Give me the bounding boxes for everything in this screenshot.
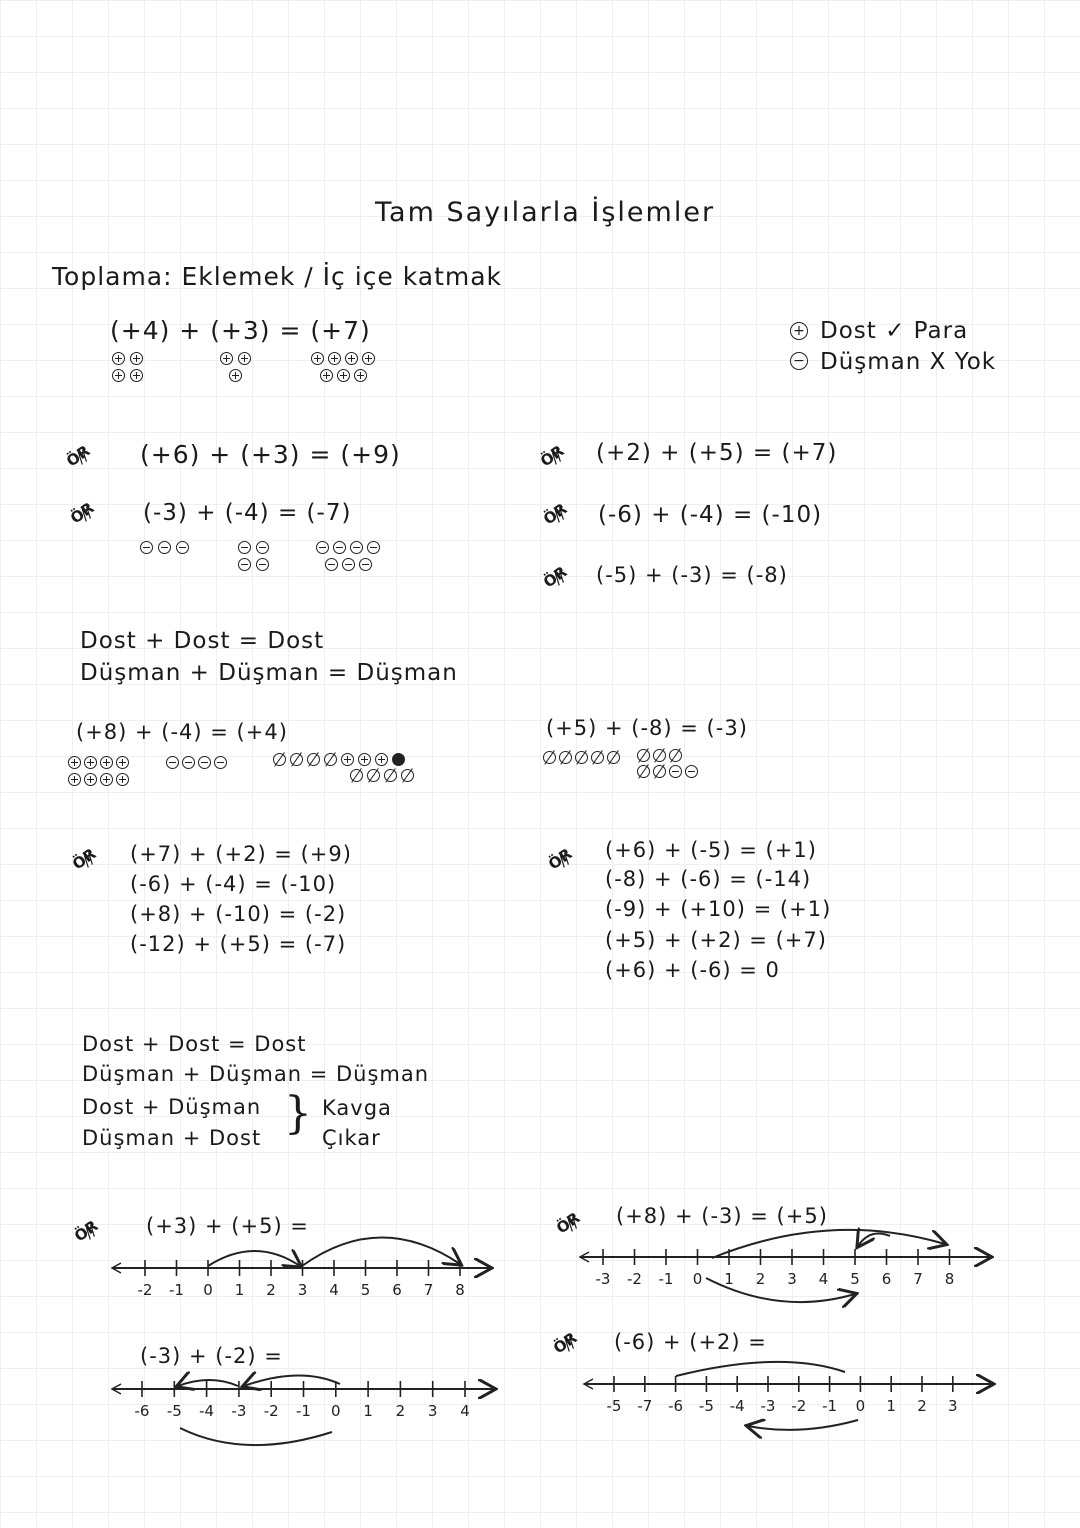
number-line-tick-label: 6 bbox=[392, 1281, 402, 1299]
legend-plus-label: Dost ✓ Para bbox=[820, 318, 969, 344]
ornek-mark: ÖR // bbox=[63, 442, 93, 471]
number-line-tick-label: -1 bbox=[296, 1402, 311, 1420]
number-line-tick-label: 3 bbox=[787, 1270, 797, 1288]
number-line-tick-label: -2 bbox=[791, 1397, 807, 1415]
legend-minus-label: Düşman X Yok bbox=[820, 349, 997, 375]
ornek-mark: ÖR // bbox=[540, 563, 570, 592]
number-line-tick-label: 3 bbox=[297, 1281, 308, 1299]
jump-arc bbox=[178, 1380, 238, 1386]
number-line-tick-label: -6 bbox=[668, 1397, 684, 1415]
example-line: (-6) + (-4) = (-10) bbox=[598, 502, 823, 528]
number-line-tick-label: 5 bbox=[360, 1281, 371, 1299]
ornek-mark: ÖR // bbox=[540, 500, 570, 529]
jump-arc bbox=[244, 1375, 340, 1386]
brace-symbol: } bbox=[284, 1088, 312, 1139]
example-line: (+2) + (+5) = (+7) bbox=[596, 440, 838, 466]
number-line-tick-label: -2 bbox=[137, 1281, 153, 1299]
subtitle: Toplama: Eklemek / İç içe katmak bbox=[52, 262, 503, 291]
ornek-mark: ÖR // bbox=[553, 1209, 583, 1238]
page-title: Tam Sayılarla İşlemler bbox=[375, 197, 716, 228]
numberline-expression: (+8) + (-3) = (+5) bbox=[616, 1204, 828, 1228]
example-line: (-8) + (-6) = (-14) bbox=[605, 867, 812, 891]
number-line-tick-label: -3 bbox=[760, 1397, 776, 1415]
jump-arc bbox=[858, 1234, 890, 1246]
numberline-expression: (-6) + (+2) = bbox=[614, 1330, 767, 1354]
number-line bbox=[580, 1249, 990, 1288]
ornek-mark: ÖR // bbox=[67, 499, 97, 528]
example-line: (+5) + (+2) = (+7) bbox=[605, 928, 827, 952]
number-line-tick-label: 8 bbox=[944, 1270, 955, 1288]
number-line-tick-label: 0 bbox=[331, 1402, 341, 1420]
jump-arc bbox=[180, 1428, 332, 1445]
jump-arc bbox=[712, 1230, 945, 1258]
example-line: (-6) + (-4) = (-10) bbox=[130, 872, 337, 896]
numberline-expression: (+3) + (+5) = bbox=[146, 1214, 309, 1238]
example-line: (+6) + (-5) = (+1) bbox=[605, 838, 817, 862]
rule-line: Dost + Düşman bbox=[82, 1095, 262, 1119]
number-line-tick-label: -1 bbox=[658, 1270, 674, 1288]
number-line-tick-label: 3 bbox=[427, 1402, 438, 1420]
number-line-tick-label: 1 bbox=[234, 1281, 245, 1299]
number-line-tick-label: 6 bbox=[881, 1270, 892, 1288]
example-line: (-3) + (-4) = (-7) bbox=[143, 500, 352, 526]
intro-equation: (+4) + (+3) = (+7) bbox=[110, 316, 371, 345]
example-line: (+7) + (+2) = (+9) bbox=[130, 842, 352, 866]
number-line-tick-label: 2 bbox=[917, 1397, 927, 1415]
number-line-tick-label: -4 bbox=[199, 1402, 215, 1420]
number-line-tick-label: 2 bbox=[395, 1402, 406, 1420]
number-line-tick-label: 0 bbox=[855, 1397, 866, 1415]
number-line-tick-label: -2 bbox=[627, 1270, 642, 1288]
number-line-tick-label: -6 bbox=[134, 1402, 150, 1420]
number-line-tick-label: -2 bbox=[263, 1402, 279, 1420]
jump-arc bbox=[302, 1237, 460, 1266]
example-line: (-9) + (+10) = (+1) bbox=[605, 897, 832, 921]
number-line bbox=[584, 1376, 992, 1415]
number-line-tick-label: 0 bbox=[692, 1270, 703, 1288]
number-line-tick-label: 3 bbox=[948, 1397, 958, 1415]
ornek-mark: ÖR // bbox=[545, 845, 575, 874]
jump-arc bbox=[676, 1362, 845, 1376]
example-line: (+6) + (-6) = 0 bbox=[605, 958, 780, 982]
number-line-tick-label: 5 bbox=[850, 1270, 860, 1288]
number-line-tick-label: 2 bbox=[266, 1281, 276, 1299]
number-line-tick-label: 4 bbox=[818, 1270, 829, 1288]
number-line-tick-label: -1 bbox=[169, 1281, 184, 1299]
number-line-tick-label: -4 bbox=[729, 1397, 745, 1415]
rule-line: Düşman + Dost bbox=[82, 1126, 262, 1150]
rule-result: Kavga bbox=[322, 1096, 392, 1120]
example-line: (+8) + (-10) = (-2) bbox=[130, 902, 347, 926]
number-line-tick-label: 1 bbox=[724, 1270, 734, 1288]
example-line: (-12) + (+5) = (-7) bbox=[130, 932, 347, 956]
number-line-tick-label: 7 bbox=[913, 1270, 923, 1288]
example-line: (-5) + (-3) = (-8) bbox=[596, 563, 788, 587]
number-line-tick-label: 7 bbox=[423, 1281, 434, 1299]
number-line-tick-label: 4 bbox=[329, 1281, 339, 1299]
number-line bbox=[112, 1381, 494, 1420]
ornek-mark: ÖR // bbox=[71, 1217, 101, 1246]
number-line-tick-label: 8 bbox=[455, 1281, 465, 1299]
number-line-tick-label: 0 bbox=[203, 1281, 213, 1299]
ornek-mark: ÖR // bbox=[69, 845, 99, 874]
minus-circle-icon: − bbox=[790, 352, 808, 370]
plus-circle-icon: + bbox=[790, 322, 808, 340]
number-line-tick-label: 2 bbox=[755, 1270, 766, 1288]
number-line-tick-label: 4 bbox=[460, 1402, 470, 1420]
rule-line: Düşman + Düşman = Düşman bbox=[80, 660, 458, 686]
rule-line: Dost + Dost = Dost bbox=[80, 628, 325, 654]
number-line-tick-label: 1 bbox=[363, 1402, 373, 1420]
number-line-tick-label: -3 bbox=[595, 1270, 611, 1288]
rule-result: Çıkar bbox=[322, 1126, 381, 1150]
ornek-mark: ÖR // bbox=[550, 1329, 580, 1358]
numberline-expression: (-3) + (-2) = bbox=[140, 1344, 283, 1368]
number-line-tick-label: 1 bbox=[886, 1397, 896, 1415]
number-line-tick-label: -5 bbox=[606, 1397, 622, 1415]
example-line: (+6) + (+3) = (+9) bbox=[140, 440, 401, 469]
jump-arc bbox=[208, 1251, 300, 1266]
example-line: (+8) + (-4) = (+4) bbox=[76, 720, 288, 744]
number-line bbox=[112, 1260, 490, 1299]
number-line-tick-label: -7 bbox=[637, 1397, 653, 1415]
number-line-tick-label: -1 bbox=[822, 1397, 838, 1415]
number-line-tick-label: -5 bbox=[698, 1397, 714, 1415]
example-line: (+5) + (-8) = (-3) bbox=[546, 716, 748, 740]
ornek-mark: ÖR // bbox=[537, 442, 567, 471]
number-line-tick-label: -3 bbox=[231, 1402, 247, 1420]
rule-line: Düşman + Düşman = Düşman bbox=[82, 1062, 430, 1086]
rule-line: Dost + Dost = Dost bbox=[82, 1032, 307, 1056]
jump-arc bbox=[748, 1420, 858, 1430]
number-line-tick-label: -5 bbox=[166, 1402, 182, 1420]
